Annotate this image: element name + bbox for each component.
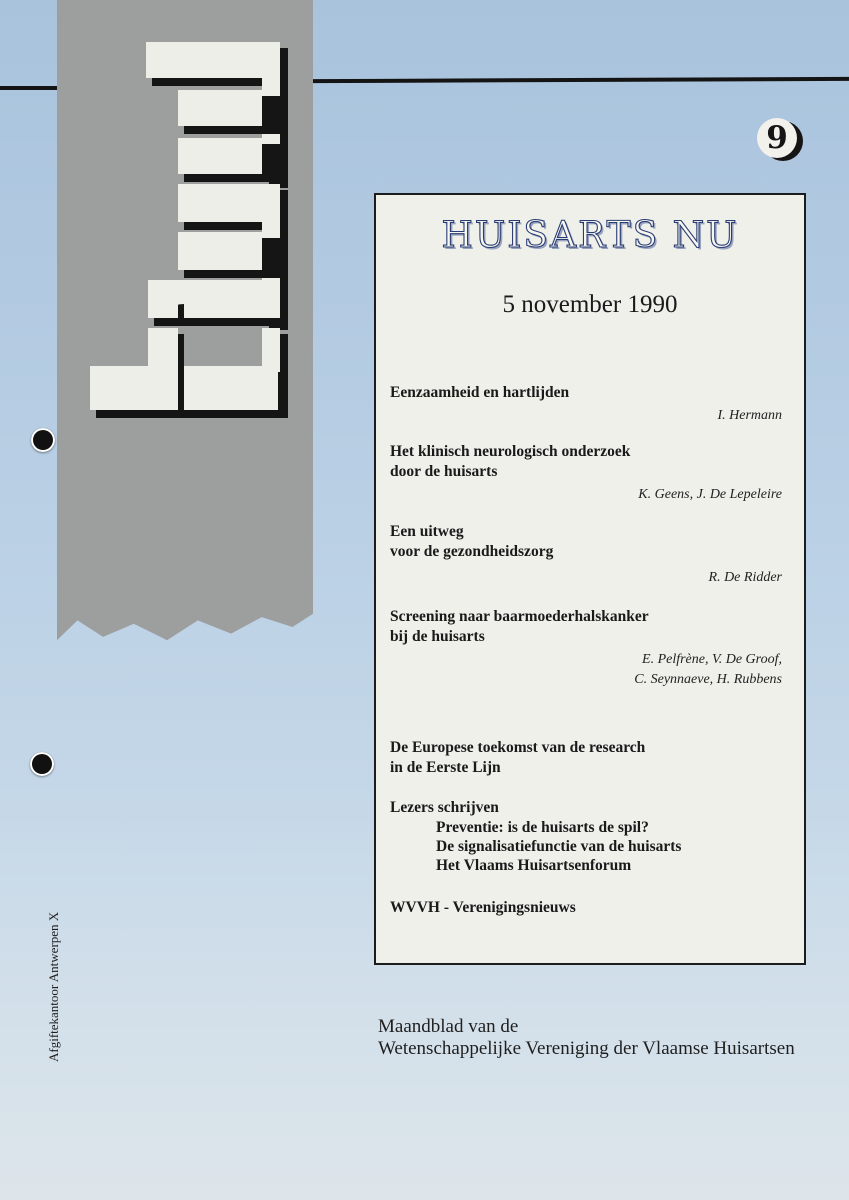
article-title: Eenzaamheid en hartlijden — [390, 384, 570, 401]
letter-item: Preventie: is de huisarts de spil? — [436, 819, 649, 836]
magazine-title: HUISARTS NU — [441, 215, 739, 256]
article-title: Het klinisch neurologisch onderzoek door de huisarts — [390, 443, 631, 480]
article-title: De Europese toekomst van de research in de Eerste Lijn — [390, 739, 646, 776]
article-title: Een uitweg voor de gezondheidszorg — [390, 523, 554, 560]
article-entry — [390, 738, 782, 778]
article-authors: I. Hermann — [717, 408, 782, 423]
letters-section — [390, 798, 782, 875]
contents-box — [374, 193, 806, 965]
article-entry — [390, 607, 782, 690]
article-authors: K. Geens, J. De Lepeleire — [638, 487, 782, 502]
letter-item: De signalisatiefunctie van de huisarts — [436, 838, 682, 855]
article-entry — [390, 442, 782, 505]
binder-hole-lower — [30, 752, 54, 776]
article-authors: E. Pelfrène, V. De Groof, C. Seynnaeve, H. Rubbens — [634, 652, 782, 687]
publisher-subtitle: Maandblad van de Wetenschappelijke Vereniging der Vlaamse Huisartsen — [378, 1016, 795, 1059]
article-entry — [390, 383, 782, 426]
issue-date: 5 november 1990 — [502, 291, 678, 318]
postal-office-note: Afgiftekantoor Antwerpen X — [46, 911, 61, 1062]
binder-hole-upper — [31, 428, 55, 452]
top-rule-right — [310, 77, 849, 83]
letters-section-title: Lezers schrijven — [390, 799, 499, 816]
hanu-logo — [0, 0, 330, 440]
letters-list — [436, 818, 782, 875]
article-entry — [390, 522, 782, 588]
letter-item: Het Vlaams Huisartsenforum — [436, 857, 632, 874]
article-authors: R. De Ridder — [708, 570, 782, 585]
issue-number-badge: 9 — [757, 118, 797, 158]
association-news: WVVH - Verenigingsnieuws — [390, 899, 576, 916]
article-title: Screening naar baarmoederhalskanker bij de huisarts — [390, 608, 649, 645]
